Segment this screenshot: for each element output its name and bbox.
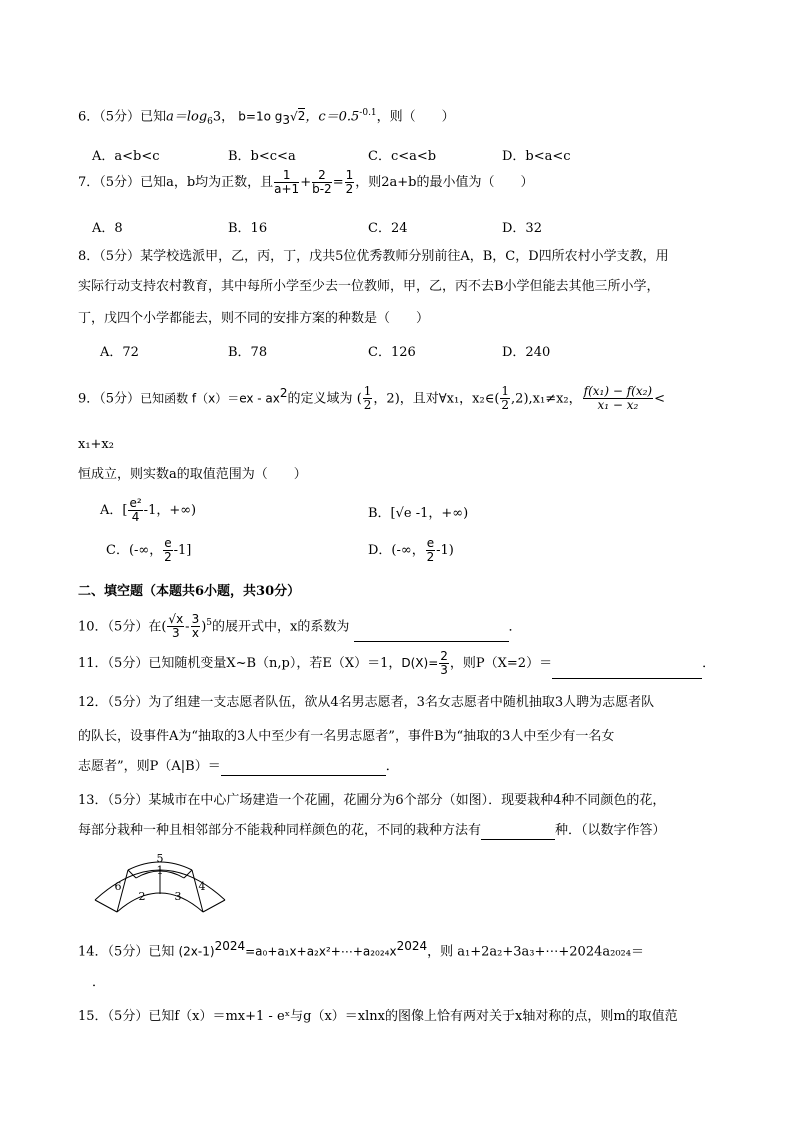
q8-option-b[interactable]: B．78 xyxy=(228,345,268,360)
q9-ratio-fraction: $\frac{\text{f(x₁) − f(x₂)}}{\text{x₁ − x₂}}$ xyxy=(583,384,653,413)
q10-answer-blank[interactable] xyxy=(354,641,509,642)
q8-line-2: 实际行动支持农村教育，其中每所小学至少去一位教师，甲，乙，丙不去B小学但能去其他三所小学， xyxy=(78,279,660,294)
q8-option-d[interactable]: D．240 xyxy=(502,345,551,360)
question-14: 14．（5分）已知 $(2x-1)^{2024}=a_0+a_1x+a_2x^2+\cdots+a_{2024}x^{2024}$，则 a₁+2a₂+3a₃+⋯+2024a₂₀₂₄＝ xyxy=(78,939,644,960)
question-7: 7．（5分）已知a，b均为正数，且 $\frac{1}{a+1}$ + $\frac{2}{b-2}$ = $\frac{1}{2}$ ，则2a+b的最小值为（ ） xyxy=(78,168,534,196)
question-10: 10．（5分）在( $\frac{√x}{3}$ - $\frac{3}{x}$ )$^5$的展开式中，x的系数为 ． xyxy=(78,612,522,641)
q7-option-a[interactable]: A．8 xyxy=(92,221,123,236)
q12-line-2: 的队长，设事件A为“抽取的3人中至少有一名男志愿者”，事件B为“抽取的3人中至少有一名女 xyxy=(78,729,615,744)
q10-fraction-2: $\frac{3}{x}$ xyxy=(191,612,200,641)
q6-option-c[interactable]: C．c<a<b xyxy=(368,149,437,164)
question-15: 15．（5分）已知f（x）＝mx+1 - eˣ与g（x）＝xlnx的图像上恰有两对关于x轴对称的点，则m的取值范 xyxy=(78,1009,678,1024)
question-8: 8．（5分）某学校选派甲，乙，丙，丁，戊共5位优秀教师分别前往A，B，C，D四所农村小学支教，用 xyxy=(78,249,669,264)
q6-sqrt: √2 xyxy=(290,109,306,124)
q6-number: 6． xyxy=(78,109,100,125)
q7-option-c[interactable]: C．24 xyxy=(368,221,408,236)
q6-score: （5分） xyxy=(99,109,141,125)
q9-line-3: 恒成立，则实数a的取值范围为（ ） xyxy=(78,467,307,482)
q6-option-b[interactable]: B．b<c<a xyxy=(228,149,296,164)
question-13: 13．（5分）某城市在中心广场建造一个花圃，花圃分为6个部分（如图）．现要栽种4种不同颜色的花， xyxy=(78,793,666,808)
q7-fraction-2: $\frac{2}{b-2}$ xyxy=(312,168,332,196)
q7-fraction-3: $\frac{1}{2}$ xyxy=(345,168,354,196)
flower-bed-diagram xyxy=(90,850,230,920)
q6-option-a[interactable]: A．a<b<c xyxy=(92,149,160,164)
region-label: 3 xyxy=(174,890,182,903)
q12-answer-blank[interactable] xyxy=(221,775,386,776)
q13-line-2: 每部分栽种一种且相邻部分不能栽种同样颜色的花，不同的栽种方法有 种．（以数字作答） xyxy=(78,823,666,838)
q9-option-b[interactable]: B．[√e -1，+∞) xyxy=(368,506,469,521)
q12-line-3: 志愿者”，则P（A|B）＝ ． xyxy=(78,759,399,774)
region-label: 1 xyxy=(156,864,164,877)
question-6: 6．（5分）已知$a=\log_63$， b=1o $g_3√2$，$c=0.5^{-0.1}$，则（ ） xyxy=(78,108,455,127)
region-label: 2 xyxy=(138,890,146,903)
q7-fraction-1: $\frac{1}{a+1}$ xyxy=(274,168,300,196)
q7-option-b[interactable]: B．16 xyxy=(228,221,268,236)
q9-domain-fraction: $\frac{1}{2}$ xyxy=(363,384,372,413)
q9-line-2: x₁+x₂ xyxy=(78,437,114,452)
region-label: 4 xyxy=(198,880,206,893)
q14-end: ． xyxy=(92,975,106,990)
question-12: 12．（5分）为了组建一支志愿者队伍，欲从4名男志愿者，3名女志愿者中随机抽取3人聘为志愿者队 xyxy=(78,695,655,710)
q9-option-c[interactable]: C．(-∞， $\frac{e}{2}$ -1] xyxy=(106,536,192,564)
question-11: 11．（5分）已知随机变量X~B（n,p），若E（X）＝1，D(X)= $\frac{2}{3}$ ，则P（X=2）＝ ． xyxy=(78,649,716,677)
q9-option-d[interactable]: D．(-∞， $\frac{e}{2}$ -1) xyxy=(368,536,454,564)
q6-option-d[interactable]: D．b<a<c xyxy=(502,149,571,164)
section-title: 二、填空题（本题共6小题，共30分） xyxy=(78,584,301,599)
q9-option-a[interactable]: A．[ $\frac{\text{e²}}{4}$ -1，+∞) xyxy=(100,496,197,524)
q7-option-d[interactable]: D．32 xyxy=(502,221,542,236)
q8-option-a[interactable]: A．72 xyxy=(100,345,139,360)
q8-option-c[interactable]: C．126 xyxy=(368,345,416,360)
q10-fraction-1: $\frac{√x}{3}$ xyxy=(168,612,184,641)
region-label: 6 xyxy=(114,880,122,893)
q9-cond-fraction: $\frac{1}{2}$ xyxy=(501,384,510,413)
q8-line-3: 丁，戊四个小学都能去，则不同的安排方案的种数是（ ） xyxy=(78,311,430,326)
q11-answer-blank[interactable] xyxy=(552,678,702,679)
q13-answer-blank[interactable] xyxy=(481,839,555,840)
region-label: 5 xyxy=(156,852,164,865)
question-9: 9．（5分）已知函数 $f(x)=ex - ax^2$的定义域为 ( $\frac{1}{2}$ ，2)，且对∀x₁，x₂∈( $\frac{1}{2}$ ,2),x₁≠x₂， $\frac{\text{f(x₁) − f(x₂)}}{\text{x₁ − x₂}}$ < xyxy=(78,384,665,413)
